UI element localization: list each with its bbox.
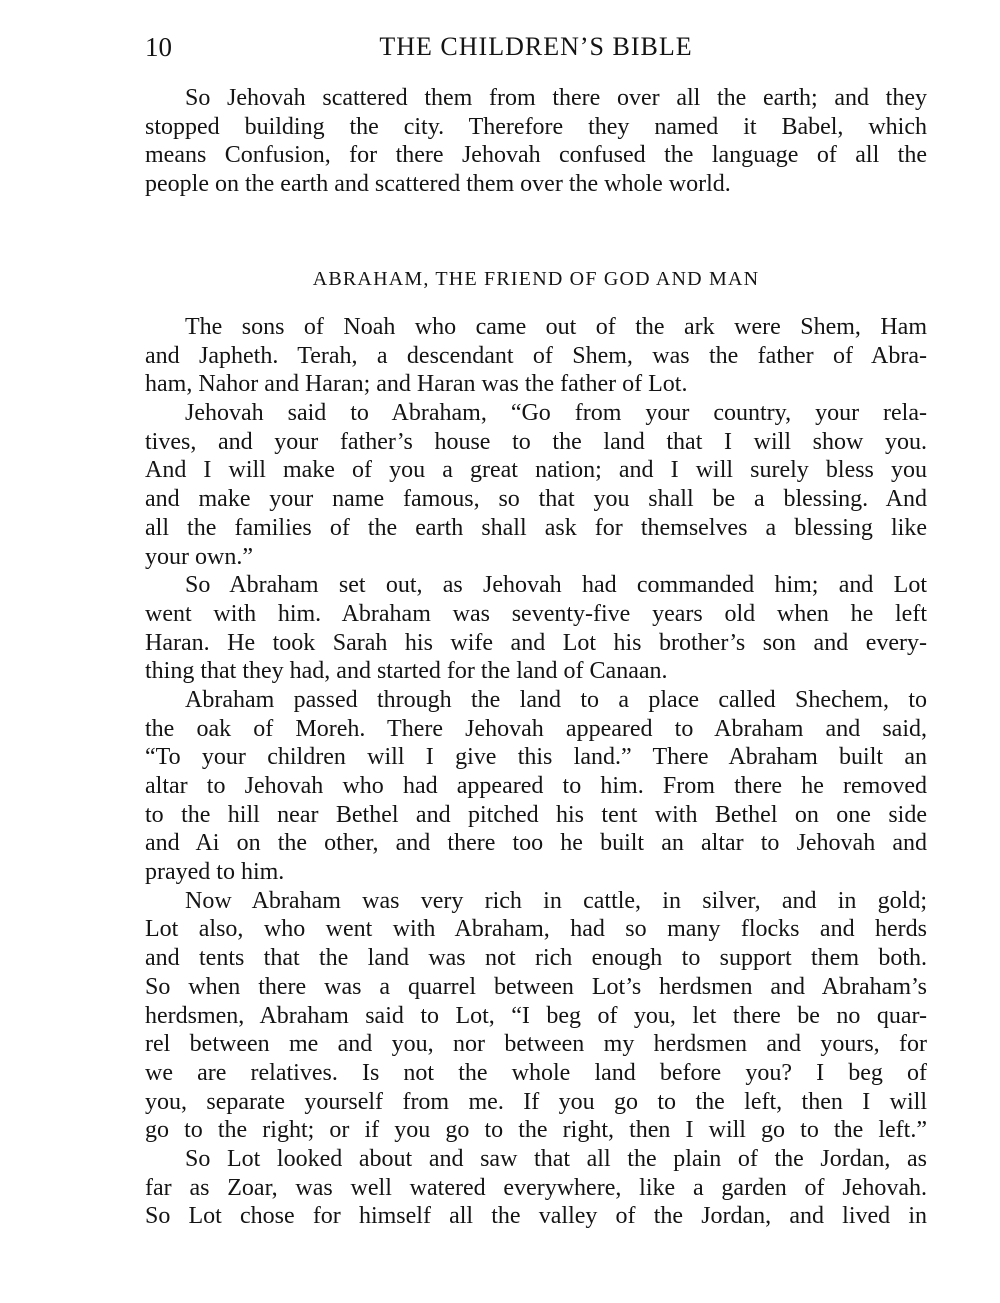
intro-paragraph — [145, 84, 927, 199]
text-line: ham, Nahor and Haran; and Haran was the father of Lot. — [145, 371, 688, 398]
text-line: tives, and your father’s house to the land that I will show you. — [145, 428, 927, 455]
page-number: 10 — [145, 32, 172, 62]
text-line: went with him. Abraham was seventy-five years old when he left — [145, 600, 927, 627]
text-line: and Ai on the other, and there too he built an altar to Jehovah and — [145, 830, 927, 857]
text-line: herdsmen, Abraham said to Lot, “I beg of you, let there be no quar- — [145, 1002, 927, 1029]
text-line: So Jehovah scattered them from there over all the earth; and they — [185, 85, 927, 111]
running-head — [145, 30, 927, 64]
text-line: Haran. He took Sarah his wife and Lot his brother’s son and every- — [145, 629, 927, 656]
text-line: stopped building the city. Therefore they named it Babel, which — [145, 113, 927, 140]
text-line: to the hill near Bethel and pitched his tent with Bethel on one side — [145, 801, 927, 828]
text-line: rel between me and you, nor between my herdsmen and yours, for — [145, 1031, 927, 1058]
text-line: So when there was a quarrel between Lot’s herdsmen and Abraham’s — [145, 973, 927, 1000]
text-line: So Lot chose for himself all the valley of the Jordan, and lived in — [145, 1203, 927, 1230]
text-line: the oak of Moreh. There Jehovah appeared to Abraham and said, — [145, 715, 927, 742]
text-line: your own.” — [145, 543, 253, 570]
text-line: The sons of Noah who came out of the ark were Shem, Ham — [185, 314, 927, 340]
text-line: means Confusion, for there Jehovah confused the language of all the — [145, 142, 927, 169]
text-line: So Abraham set out, as Jehovah had commanded him; and Lot — [185, 572, 927, 599]
text-line: you, separate yourself from me. If you go to the left, then I will — [145, 1088, 927, 1115]
text-line: and Japheth. Terah, a descendant of Shem, was the father of Abra- — [145, 342, 927, 369]
text-line: thing that they had, and started for the land of Canaan. — [145, 658, 668, 685]
body-text — [145, 313, 927, 1231]
text-line: and make your name famous, so that you shall be a blessing. And — [145, 486, 927, 513]
text-line: all the families of the earth shall ask for themselves a blessing like — [145, 514, 927, 541]
text-line: we are relatives. Is not the whole land before you? I beg of — [145, 1059, 927, 1086]
text-line: far as Zoar, was well watered everywhere, like a garden of Jehovah. — [145, 1174, 927, 1201]
text-line: Abraham passed through the land to a place called Shechem, to — [185, 686, 927, 713]
text-line: prayed to him. — [145, 859, 285, 886]
text-line: altar to Jehovah who had appeared to him. From there he removed — [145, 773, 927, 799]
running-title: THE CHILDREN’S BIBLE — [379, 32, 693, 61]
text-line: And I will make of you a great nation; and I will surely bless you — [145, 457, 927, 484]
text-line: people on the earth and scattered them over the whole world. — [145, 171, 731, 198]
text-line: “To your children will I give this land.” There Abraham built an — [145, 744, 927, 771]
text-line: Lot also, who went with Abraham, had so many flocks and herds — [145, 916, 927, 943]
text-line: and tents that the land was not rich enough to support them both. — [145, 945, 927, 972]
text-line: So Lot looked about and saw that all the plain of the Jordan, as — [185, 1145, 927, 1172]
section-heading: ABRAHAM, THE FRIEND OF GOD AND MAN — [312, 268, 760, 290]
text-line: Jehovah said to Abraham, “Go from your country, your rela- — [185, 400, 927, 427]
text-line: Now Abraham was very rich in cattle, in silver, and in gold; — [185, 887, 927, 914]
text-line: go to the right; or if you go to the right, then I will go to the left.” — [145, 1117, 927, 1144]
